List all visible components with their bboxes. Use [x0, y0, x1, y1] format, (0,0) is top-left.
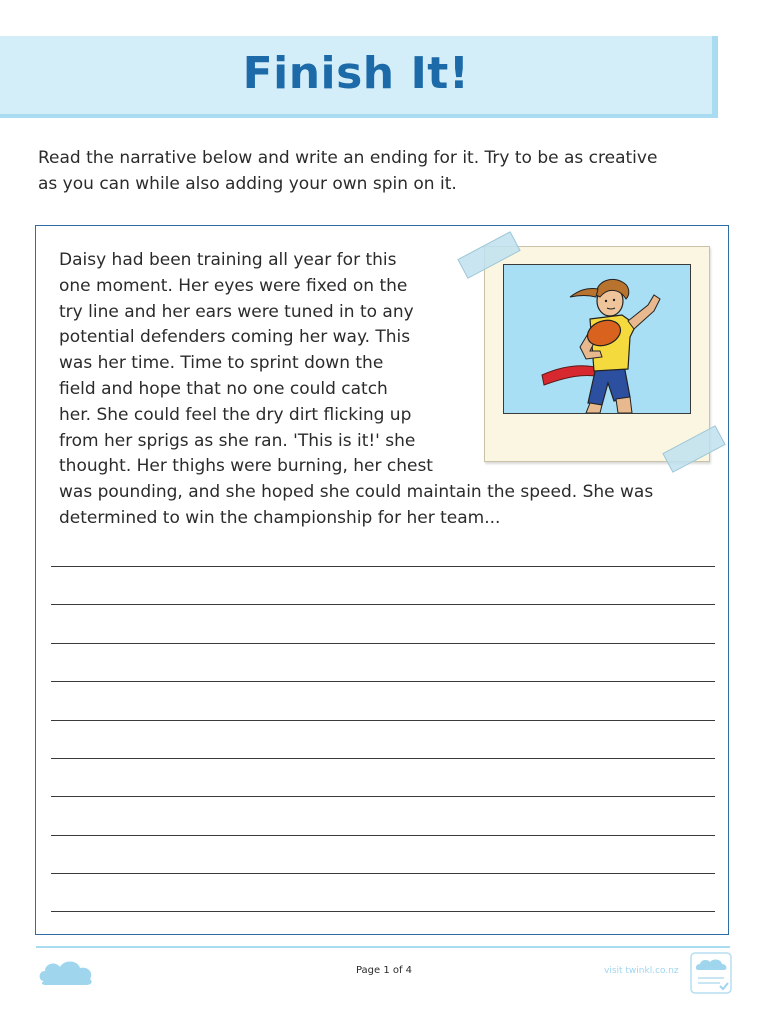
rugby-player-illustration [503, 264, 691, 414]
story-line: one moment. Her eyes were fixed on the [59, 275, 408, 296]
rugby-player-icon [504, 265, 690, 413]
story-line: potential defenders coming her way. This [59, 327, 411, 348]
story-line: was pounding, and she hoped she could maintain the speed. She was [59, 482, 654, 503]
story-line: try line and her ears were tuned in to any [59, 301, 414, 322]
story-line: her. She could feel the dry dirt flicking up [59, 404, 412, 425]
writing-line [51, 643, 715, 644]
writing-line [51, 566, 715, 567]
story-box [35, 225, 729, 935]
instruction-line: as you can while also adding your own spin on it. [38, 174, 457, 194]
writing-line [51, 873, 715, 874]
story-line: field and hope that no one could catch [59, 378, 388, 399]
story-line: was her time. Time to sprint down the [59, 353, 384, 374]
title-banner [0, 36, 718, 118]
writing-line [51, 758, 715, 759]
twinkl-badge [690, 952, 732, 994]
quality-badge-icon [690, 952, 732, 994]
story-line: determined to win the championship for her team... [59, 507, 501, 528]
instructions [38, 145, 738, 197]
story-line: thought. Her thighs were burning, her chest [59, 456, 433, 477]
footer-url[interactable]: visit twinkl.co.nz [604, 966, 679, 976]
instruction-line: Read the narrative below and write an ending for it. Try to be as creative [38, 148, 658, 168]
writing-line [51, 796, 715, 797]
page-number: Page 1 of 4 [355, 965, 413, 976]
story-line: Daisy had been training all year for this [59, 250, 397, 270]
page-title: Finish It! [242, 48, 470, 99]
writing-line [51, 681, 715, 682]
photo-frame [484, 246, 710, 462]
writing-line [51, 835, 715, 836]
writing-line [51, 911, 715, 912]
footer-divider [36, 946, 730, 948]
writing-line [51, 604, 715, 605]
writing-line [51, 720, 715, 721]
story-line: from her sprigs as she ran. 'This is it!' she [59, 430, 416, 451]
